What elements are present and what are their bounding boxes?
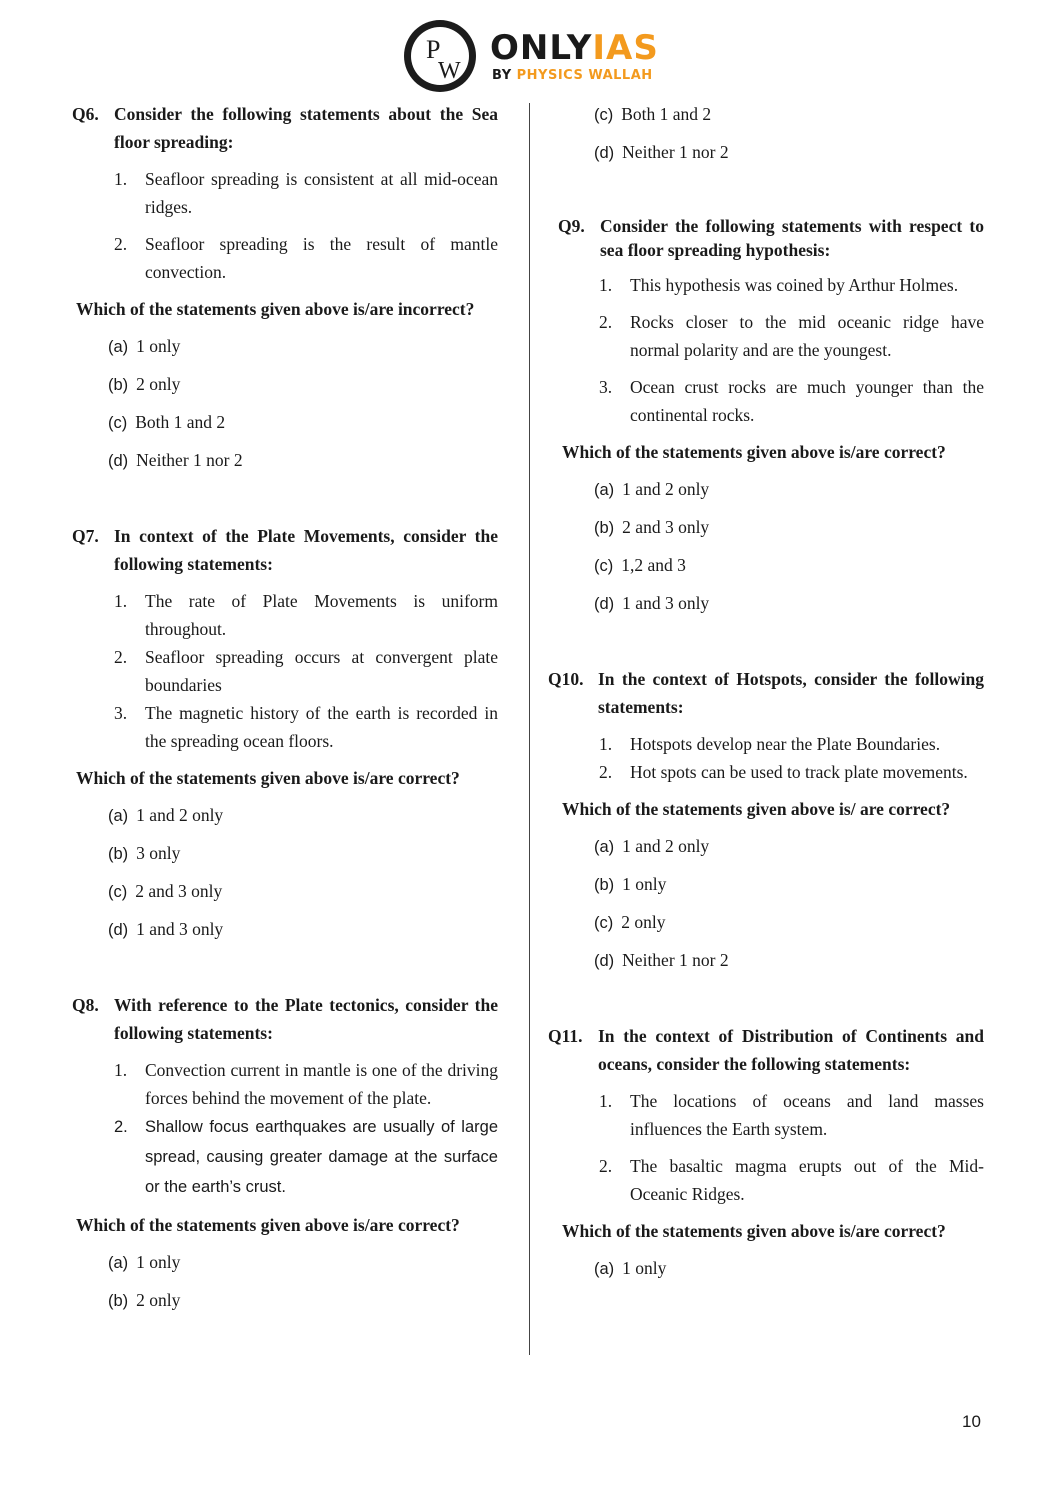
question-text: In the context of Hotspots, consider the following statements: — [598, 669, 984, 717]
option-a[interactable]: (a) 1 and 2 only — [594, 836, 710, 856]
question-number: Q7. — [72, 526, 99, 546]
statement: 2. Shallow focus earthquakes are usually of large spread, causing greater damage at the surface or the earth’s crust. — [114, 1118, 498, 1196]
option-c[interactable]: (c) 2 only — [594, 912, 666, 932]
page-number: 10 — [962, 1412, 981, 1431]
option-d[interactable]: (d) 1 and 3 only — [108, 919, 224, 939]
question-q9 — [548, 214, 984, 262]
question-text: Consider the following statements about the Sea floor spreading: — [114, 104, 498, 152]
question-prompt: Which of the statements given above is/are incorrect? — [76, 299, 475, 319]
statement: 1. The rate of Plate Movements is uniform throughout. — [114, 591, 498, 639]
pw-monogram-icon — [404, 20, 476, 92]
left-column — [72, 100, 498, 1324]
statement: 2. Seafloor spreading occurs at convergent plate boundaries — [114, 647, 498, 695]
brand-name: ONLYIAS — [490, 28, 659, 68]
option-a[interactable]: (a) 1 and 2 only — [594, 479, 710, 499]
svg-text:W: W — [438, 58, 461, 84]
option-d[interactable]: (d) 1 and 3 only — [594, 593, 710, 613]
option-b[interactable]: (b) 2 and 3 only — [594, 517, 710, 537]
option-a[interactable]: (a) 1 and 2 only — [108, 805, 224, 825]
question-q11 — [548, 1022, 984, 1078]
question-text: With reference to the Plate tectonics, consider the following statements: — [114, 995, 498, 1043]
question-prompt: Which of the statements given above is/are correct? — [562, 1221, 946, 1241]
statement: 1. This hypothesis was coined by Arthur Holmes. — [599, 275, 959, 295]
question-text: Consider the following statements with respect to sea floor spreading hypothesis: — [600, 216, 984, 260]
column-divider — [529, 103, 530, 1355]
option-d[interactable]: (d) Neither 1 nor 2 — [594, 142, 729, 162]
statement: 1. Hotspots develop near the Plate Boundaries. — [599, 734, 941, 754]
question-prompt: Which of the statements given above is/are correct? — [76, 1215, 460, 1235]
svg-text:P: P — [426, 35, 441, 64]
question-number: Q6. — [72, 104, 99, 124]
question-q8 — [72, 991, 498, 1047]
question-prompt: Which of the statements given above is/are correct? — [76, 768, 460, 788]
question-prompt: Which of the statements given above is/ are correct? — [562, 799, 951, 819]
question-number: Q10. — [548, 669, 584, 689]
statement: 1. Seafloor spreading is consistent at all mid-ocean ridges. — [114, 169, 498, 217]
pw-logo — [404, 20, 476, 92]
statement: 1. Convection current in mantle is one of the driving forces behind the movement of the plate. — [114, 1060, 498, 1108]
option-c[interactable]: (c) Both 1 and 2 — [108, 412, 226, 432]
question-q10 — [548, 665, 984, 721]
question-text: In the context of Distribution of Continents and oceans, consider the following statements: — [598, 1026, 984, 1074]
option-c[interactable]: (c) 1,2 and 3 — [594, 555, 686, 575]
page-header — [0, 14, 1058, 92]
question-number: Q8. — [72, 995, 99, 1015]
question-q7 — [72, 522, 498, 578]
option-b[interactable]: (b) 2 only — [108, 374, 181, 394]
option-a[interactable]: (a) 1 only — [108, 336, 181, 356]
option-d[interactable]: (d) Neither 1 nor 2 — [108, 450, 243, 470]
question-number: Q11. — [548, 1026, 583, 1046]
option-a[interactable]: (a) 1 only — [594, 1258, 667, 1278]
brand-tagline: BY PHYSICS WALLAH — [492, 68, 653, 83]
question-text: In context of the Plate Movements, consider the following statements: — [114, 526, 498, 574]
option-d[interactable]: (d) Neither 1 nor 2 — [594, 950, 729, 970]
question-q6 — [72, 100, 498, 156]
statement: 3. Ocean crust rocks are much younger than the continental rocks. — [599, 377, 984, 425]
question-prompt: Which of the statements given above is/are correct? — [562, 442, 946, 462]
option-a[interactable]: (a) 1 only — [108, 1252, 181, 1272]
statement: 2. Rocks closer to the mid oceanic ridge have normal polarity and are the youngest. — [599, 312, 984, 360]
option-c[interactable]: (c) 2 and 3 only — [108, 881, 223, 901]
statement: 2. Seafloor spreading is the result of mantle convection. — [114, 234, 498, 282]
statement: 2. The basaltic magma erupts out of the Mid-Oceanic Ridges. — [599, 1156, 984, 1204]
option-b[interactable]: (b) 3 only — [108, 843, 181, 863]
option-c[interactable]: (c) Both 1 and 2 — [594, 104, 712, 124]
right-column — [548, 100, 984, 1292]
option-b[interactable]: (b) 1 only — [594, 874, 667, 894]
statement: 2. Hot spots can be used to track plate movements. — [599, 762, 968, 782]
option-b[interactable]: (b) 2 only — [108, 1290, 181, 1310]
question-number: Q9. — [558, 216, 585, 236]
statement: 3. The magnetic history of the earth is recorded in the spreading ocean floors. — [114, 703, 498, 751]
statement: 1. The locations of oceans and land masses influences the Earth system. — [599, 1091, 984, 1139]
